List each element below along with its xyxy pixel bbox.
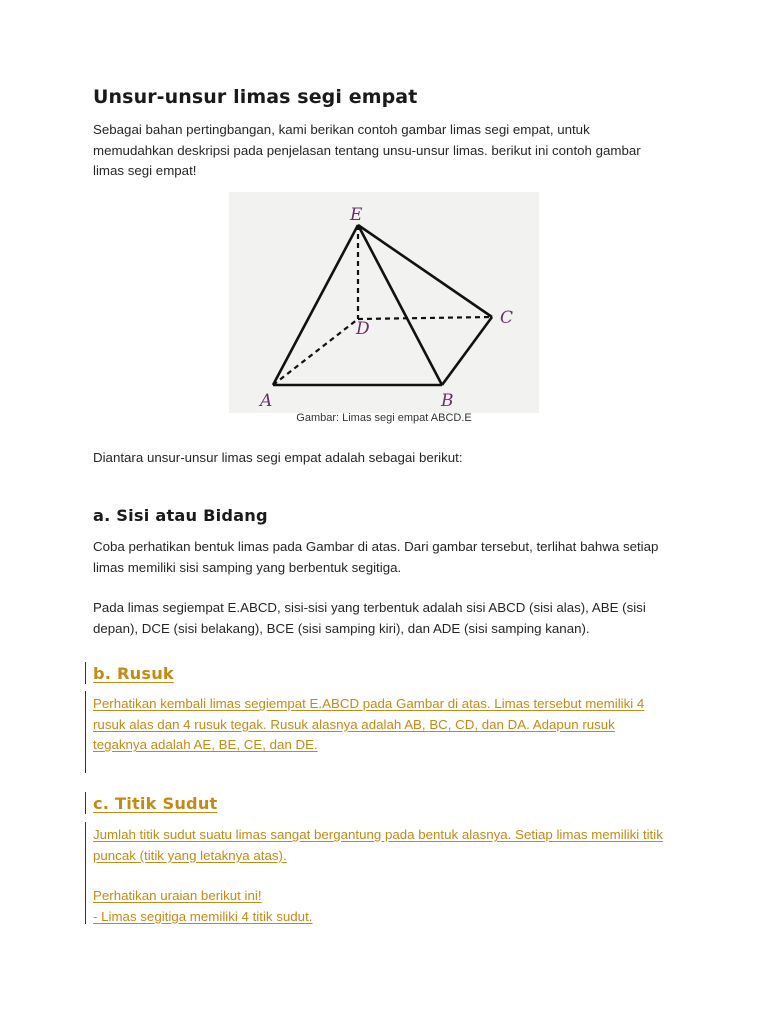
text-line: rusuk alas dan 4 rusuk tegak. Rusuk alasnya adalah AB, BC, CD, dan DA. Adapun rusuk — [93, 716, 615, 732]
edge-ad — [273, 319, 358, 385]
revision-bar — [85, 691, 86, 773]
section-heading-rusuk[interactable]: b. Rusuk — [93, 664, 174, 683]
text-line: Perhatikan kembali limas segiempat E.ABCD pada Gambar di atas. Limas tersebut memiliki 4 — [93, 696, 645, 711]
text-line: - Limas segitiga memiliki 4 titik sudut. — [93, 908, 313, 924]
sisi-paragraph-1 — [93, 537, 683, 578]
edge-ae — [273, 225, 358, 385]
text-line: Perhatikan uraian berikut ini! — [93, 888, 262, 903]
titik-sudut-paragraph-1[interactable] — [93, 825, 683, 866]
revision-bar — [85, 822, 86, 924]
text-line: limas memiliki sisi samping yang berbentuk segitiga. — [93, 559, 402, 575]
vertex-label-a: A — [260, 391, 273, 411]
text-line: depan), DCE (sisi belakang), BCE (sisi samping kiri), dan ADE (sisi samping kanan). — [93, 620, 590, 636]
text-line: Jumlah titik sudut suatu limas sangat bergantung pada bentuk alasnya. Setiap limas memiliki titik — [93, 827, 663, 842]
vertex-label-c: C — [500, 308, 514, 328]
revision-bar — [85, 792, 86, 814]
text-line: puncak (titik yang letaknya atas). — [93, 847, 287, 863]
edge-ce — [358, 225, 492, 317]
revision-bar — [85, 662, 86, 684]
titik-sudut-paragraph-2[interactable] — [93, 886, 683, 927]
edge-dc — [358, 317, 492, 319]
rusuk-paragraph[interactable] — [93, 694, 683, 756]
text-line: Pada limas segiempat E.ABCD, sisi-sisi yang terbentuk adalah sisi ABCD (sisi alas), ABE (sisi — [93, 600, 646, 615]
edge-be — [358, 225, 442, 385]
edge-bc — [442, 317, 492, 385]
intro-paragraph — [93, 120, 683, 182]
page-title: Unsur-unsur limas segi empat — [93, 86, 418, 108]
lead-paragraph — [93, 448, 683, 469]
text-line: tegaknya adalah AE, BE, CE, dan DE. — [93, 737, 318, 753]
intro-line: limas segi empat! — [93, 163, 197, 179]
intro-line: memudahkan deskripsi pada penjelasan tentang unsu-unsur limas. berikut ini contoh gambar — [93, 142, 641, 158]
intro-line: Sebagai bahan pertingbangan, kami berikan contoh gambar limas segi empat, untuk — [93, 122, 590, 137]
section-heading-titik-sudut[interactable]: c. Titik Sudut — [93, 794, 218, 813]
pyramid-figure — [229, 192, 539, 413]
lead-line: Diantara unsur-unsur limas segi empat adalah sebagai berikut: — [93, 450, 463, 465]
pyramid-diagram — [229, 192, 539, 413]
text-line: Coba perhatikan bentuk limas pada Gambar di atas. Dari gambar tersebut, terlihat bahwa setiap — [93, 539, 659, 554]
vertex-label-e: E — [350, 205, 363, 225]
section-heading-sisi: a. Sisi atau Bidang — [93, 506, 268, 525]
vertex-label-b: B — [441, 391, 454, 411]
sisi-paragraph-2 — [93, 598, 683, 639]
figure-caption: Gambar: Limas segi empat ABCD.E — [296, 412, 472, 424]
vertex-label-d: D — [356, 319, 370, 339]
